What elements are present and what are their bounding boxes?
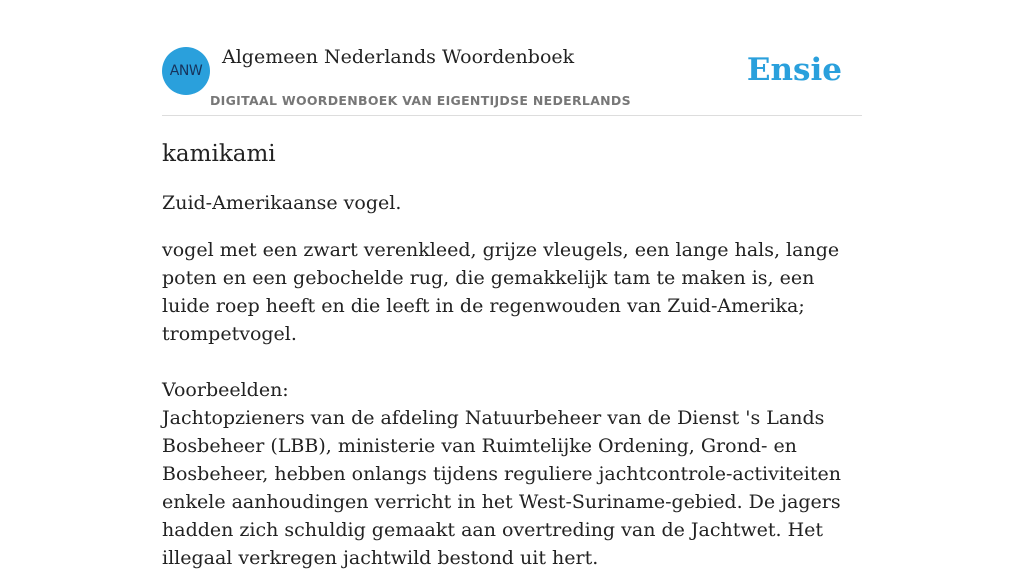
- examples-label: Voorbeelden:: [162, 379, 289, 401]
- entry-content: [162, 138, 864, 572]
- site-subtitle: DIGITAAL WOORDENBOEK VAN EIGENTIJDSE NEDERLANDS: [210, 93, 631, 108]
- ensie-logo-link[interactable]: Ensie: [746, 52, 842, 88]
- short-definition: Zuid-Amerikaanse vogel.: [162, 192, 402, 214]
- definition-text: vogel met een zwart verenkleed, grijze vleugels, een lange hals, lange poten en een gebochelde rug, die gemakkelijk tam te maken is, een luide roep heeft en die leeft in de regenwouden van Zuid-Amerika; trompetvogel.: [162, 239, 840, 345]
- logo-text: ANW: [169, 63, 203, 79]
- anw-logo[interactable]: [162, 47, 210, 95]
- entry-word: kamikami: [162, 141, 276, 167]
- site-title[interactable]: Algemeen Nederlands Woordenboek: [222, 46, 575, 68]
- header-divider: [162, 115, 862, 116]
- example-text: Jachtopzieners van de afdeling Natuurbeheer van de Dienst 's Lands Bosbeheer (LBB), ministerie van Ruimtelijke Ordening, Grond- en Bosbeheer, hebben onlangs tijdens reguliere jachtcontrole-activiteiten enkele aanhoudingen verricht in het West-Suriname-gebied. De jagers hadden zich schuldig gemaakt aan overtreding van de Jachtwet. Het illegaal verkregen jachtwild bestond uit hert.: [162, 407, 841, 569]
